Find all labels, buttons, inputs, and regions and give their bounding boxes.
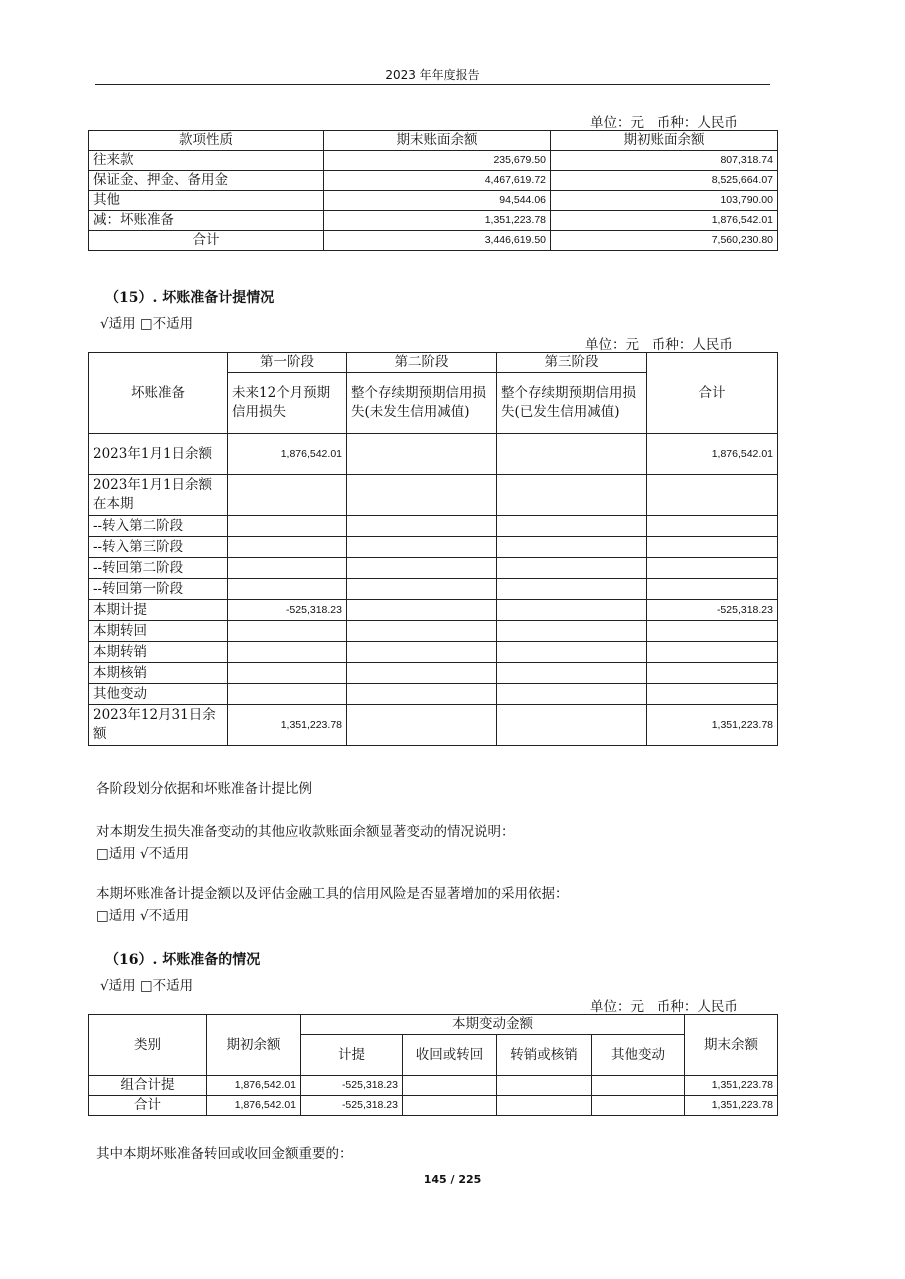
table-row: [89, 434, 778, 475]
amount-cell: [497, 579, 647, 600]
amount-cell: [647, 663, 778, 684]
row-label: 2023年1月1日余额: [89, 434, 228, 475]
amount-cell: [347, 663, 497, 684]
col-header-recover: 收回或转回: [403, 1035, 497, 1076]
row-label: --转回第二阶段: [89, 558, 228, 579]
amount-cell: [228, 642, 347, 663]
amount-cell: [592, 1096, 685, 1116]
section-16-applicability: √适用 □不适用: [100, 978, 194, 994]
row-label: 本期转销: [89, 642, 228, 663]
amount-cell: [347, 558, 497, 579]
row-label: 其他变动: [89, 684, 228, 705]
table-row: [89, 663, 778, 684]
amount-cell: 1,351,223.78: [685, 1096, 778, 1116]
amount-cell: 1,351,223.78: [647, 705, 778, 746]
amount-cell: 103,790.00: [551, 191, 778, 211]
col-header-label: 坏账准备: [89, 353, 228, 434]
amount-cell: 1,351,223.78: [228, 705, 347, 746]
amount-cell: -525,318.23: [228, 600, 347, 621]
table-row: [89, 171, 778, 191]
note-basis: 各阶段划分依据和坏账准备计提比例: [96, 781, 312, 797]
unit-line: 单位：元 币种：人民币: [585, 337, 733, 353]
note-question-1-applicability: □适用 √不适用: [96, 846, 190, 862]
amount-cell: -525,318.23: [301, 1076, 403, 1096]
amount-cell: [497, 516, 647, 537]
amount-cell: 4,467,619.72: [324, 171, 551, 191]
amount-cell: 1,876,542.01: [647, 434, 778, 475]
row-label: 合计: [89, 231, 324, 251]
amount-cell: [497, 684, 647, 705]
amount-cell: [403, 1076, 497, 1096]
table-row: [89, 151, 778, 171]
amount-cell: 1,876,542.01: [207, 1096, 301, 1116]
amount-cell: [228, 516, 347, 537]
col-header-change: 本期变动金额: [301, 1015, 685, 1035]
amount-cell: [347, 516, 497, 537]
bad-debt-provision-table: [88, 352, 778, 746]
amount-cell: [497, 475, 647, 516]
amount-cell: [228, 475, 347, 516]
amount-cell: [228, 537, 347, 558]
row-label: 组合计提: [89, 1076, 207, 1096]
amount-cell: [497, 434, 647, 475]
table-row: [89, 1076, 778, 1096]
table-row: [89, 191, 778, 211]
row-label: 其他: [89, 191, 324, 211]
column-header: 期末账面余额: [324, 131, 551, 151]
header-rule: [95, 84, 770, 85]
row-label: 本期计提: [89, 600, 228, 621]
amount-cell: 1,876,542.01: [207, 1076, 301, 1096]
amount-cell: -525,318.23: [301, 1096, 403, 1116]
amount-cell: [497, 1076, 592, 1096]
column-header: 期初账面余额: [551, 131, 778, 151]
table-row: [89, 475, 778, 516]
col-header-total: 合计: [647, 353, 778, 434]
bad-debt-changes-table: [88, 1014, 778, 1116]
amount-cell: [347, 579, 497, 600]
col-header-writeoff: 转销或核销: [497, 1035, 592, 1076]
table-row: [89, 705, 778, 746]
col-header-stage1-desc: 未来12个月预期信用损失: [228, 373, 347, 434]
section-15-applicability: √适用 □不适用: [100, 316, 194, 332]
amount-cell: [228, 663, 347, 684]
amount-cell: [647, 621, 778, 642]
table-row: [89, 537, 778, 558]
amount-cell: 3,446,619.50: [324, 231, 551, 251]
amount-cell: 94,544.06: [324, 191, 551, 211]
note-question-2: 本期坏账准备计提金额以及评估金融工具的信用风险是否显著增加的采用依据：: [96, 886, 569, 902]
table-row: [89, 621, 778, 642]
row-label: 保证金、押金、备用金: [89, 171, 324, 191]
amount-cell: [497, 558, 647, 579]
amount-cell: [647, 642, 778, 663]
amount-cell: 1,351,223.78: [324, 211, 551, 231]
col-header-stage1: 第一阶段: [228, 353, 347, 373]
unit-line: 单位：元 币种：人民币: [590, 999, 738, 1015]
page-number: 145 / 225: [423, 1173, 482, 1186]
amount-cell: [347, 475, 497, 516]
col-header-opening: 期初余额: [207, 1015, 301, 1076]
amount-cell: [497, 642, 647, 663]
section-15-title: （15）. 坏账准备计提情况: [105, 290, 275, 306]
amount-cell: [347, 434, 497, 475]
amount-cell: 7,560,230.80: [551, 231, 778, 251]
amount-cell: 1,351,223.78: [685, 1076, 778, 1096]
table-header-row: [89, 131, 778, 151]
amount-cell: -525,318.23: [647, 600, 778, 621]
amount-cell: [347, 684, 497, 705]
row-label: 2023年1月1日余额在本期: [89, 475, 228, 516]
col-header-category: 类别: [89, 1015, 207, 1076]
amount-cell: 235,679.50: [324, 151, 551, 171]
amount-cell: [647, 684, 778, 705]
amount-cell: [403, 1096, 497, 1116]
row-label: 往来款: [89, 151, 324, 171]
amount-cell: [228, 621, 347, 642]
col-header-stage3-desc: 整个存续期预期信用损失(已发生信用减值): [497, 373, 647, 434]
amount-cell: [228, 558, 347, 579]
row-label: 2023年12月31日余额: [89, 705, 228, 746]
table-row: [89, 600, 778, 621]
amount-cell: [497, 621, 647, 642]
receivable-nature-table: [88, 130, 778, 251]
row-label: 减：坏账准备: [89, 211, 324, 231]
table-row: [89, 642, 778, 663]
amount-cell: [347, 705, 497, 746]
col-header-stage2: 第二阶段: [347, 353, 497, 373]
col-header-closing: 期末余额: [685, 1015, 778, 1076]
table-row: [89, 1096, 778, 1116]
amount-cell: [228, 684, 347, 705]
amount-cell: [347, 600, 497, 621]
row-label: --转入第二阶段: [89, 516, 228, 537]
amount-cell: [647, 558, 778, 579]
page-header: 2023 年年度报告: [385, 68, 480, 82]
amount-cell: [647, 475, 778, 516]
amount-cell: [497, 600, 647, 621]
col-header-accrual: 计提: [301, 1035, 403, 1076]
amount-cell: [592, 1076, 685, 1096]
row-label: 合计: [89, 1096, 207, 1116]
amount-cell: [497, 663, 647, 684]
amount-cell: [347, 621, 497, 642]
amount-cell: 1,876,542.01: [551, 211, 778, 231]
amount-cell: [347, 642, 497, 663]
col-header-other: 其他变动: [592, 1035, 685, 1076]
footer-text: 其中本期坏账准备转回或收回金额重要的：: [96, 1146, 353, 1162]
amount-cell: [347, 537, 497, 558]
row-label: 本期核销: [89, 663, 228, 684]
column-header: 款项性质: [89, 131, 324, 151]
amount-cell: [228, 579, 347, 600]
col-header-stage3: 第三阶段: [497, 353, 647, 373]
row-label: 本期转回: [89, 621, 228, 642]
table-row: [89, 684, 778, 705]
amount-cell: [647, 579, 778, 600]
col-header-stage2-desc: 整个存续期预期信用损失(未发生信用减值): [347, 373, 497, 434]
note-question-2-applicability: □适用 √不适用: [96, 908, 190, 924]
table-row: [89, 516, 778, 537]
row-label: --转入第三阶段: [89, 537, 228, 558]
amount-cell: [647, 516, 778, 537]
table-row: [89, 211, 778, 231]
amount-cell: [497, 1096, 592, 1116]
unit-line: 单位：元 币种：人民币: [590, 115, 738, 131]
amount-cell: 807,318.74: [551, 151, 778, 171]
note-question-1: 对本期发生损失准备变动的其他应收款账面余额显著变动的情况说明：: [96, 824, 515, 840]
amount-cell: 1,876,542.01: [228, 434, 347, 475]
table-row: [89, 579, 778, 600]
amount-cell: [647, 537, 778, 558]
amount-cell: [497, 537, 647, 558]
amount-cell: [497, 705, 647, 746]
amount-cell: 8,525,664.07: [551, 171, 778, 191]
table-row: [89, 231, 778, 251]
table-row: [89, 558, 778, 579]
row-label: --转回第一阶段: [89, 579, 228, 600]
section-16-title: （16）. 坏账准备的情况: [105, 952, 261, 968]
